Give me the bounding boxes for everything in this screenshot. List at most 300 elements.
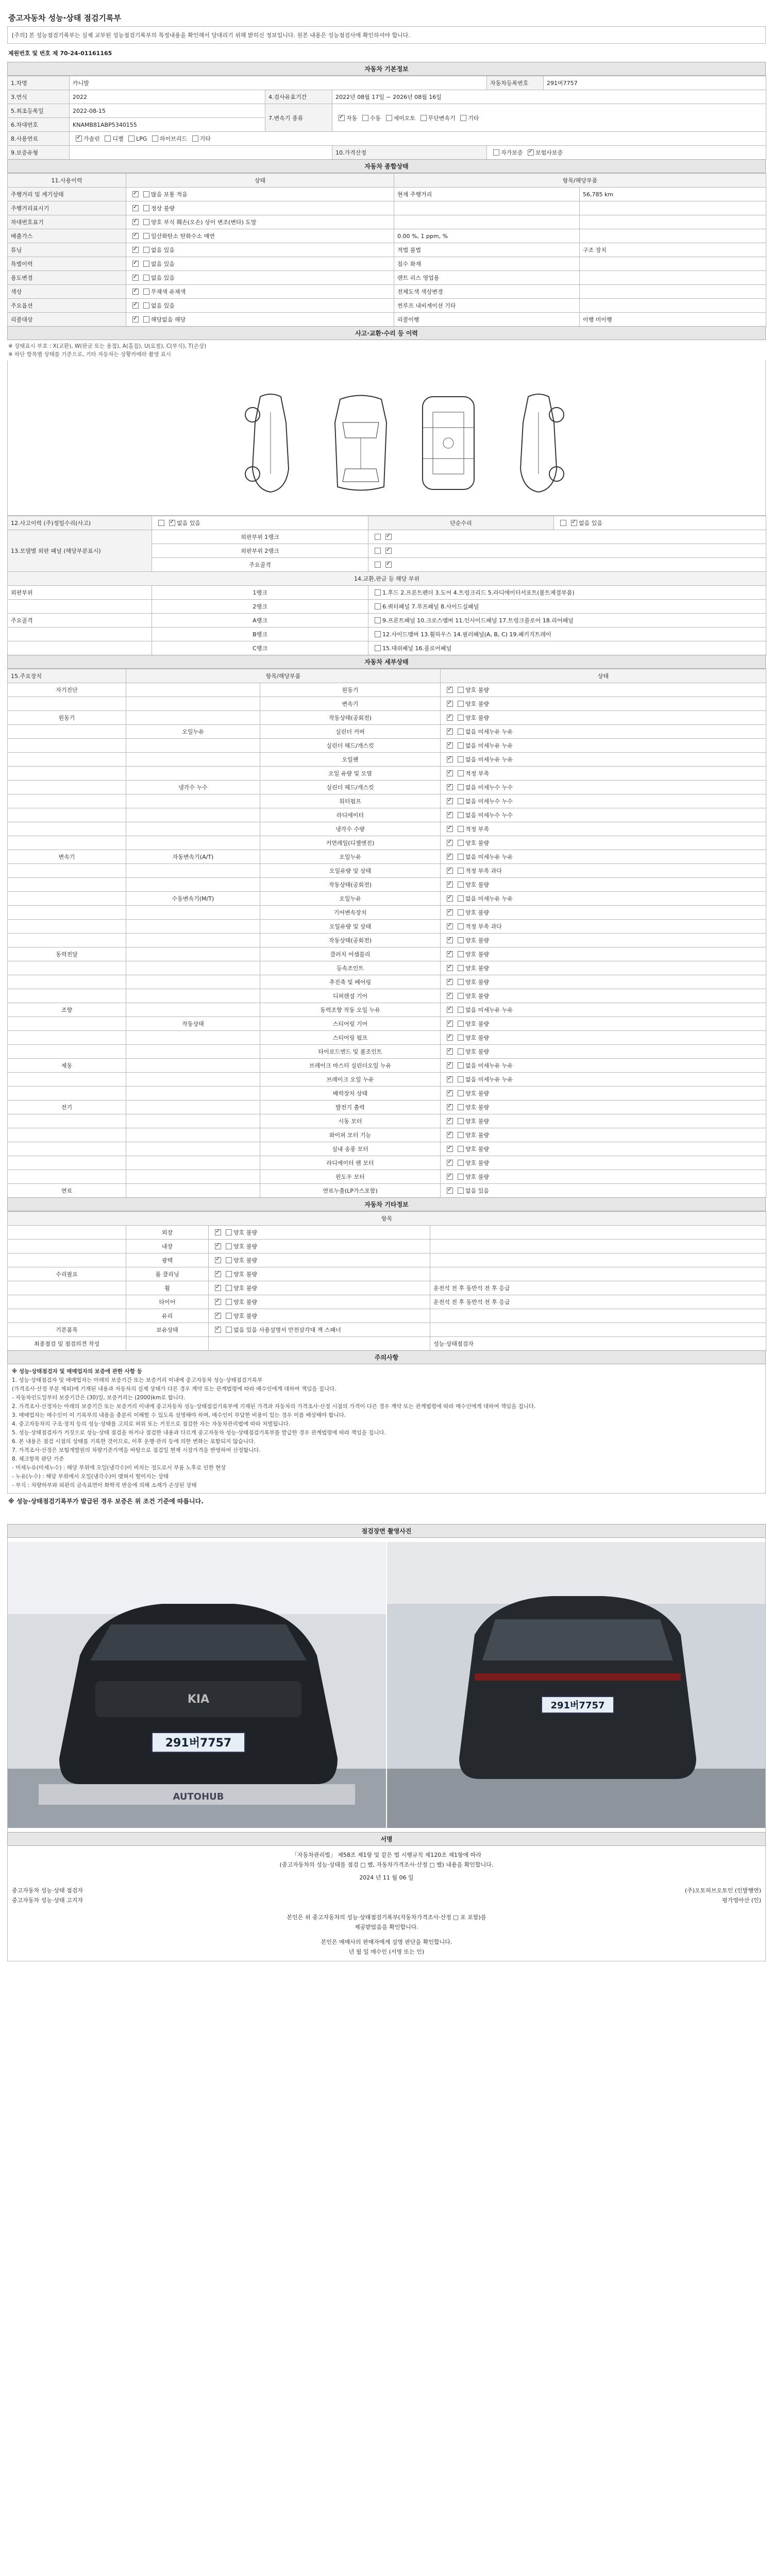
- detail-group: [8, 767, 126, 781]
- detail-state-checkbox[interactable]: [447, 687, 453, 693]
- detail-sub: [126, 1142, 260, 1156]
- other-extra: [430, 1309, 766, 1323]
- buyer-sign-line[interactable]: 년 월 일 매수인 (서명 또는 인): [348, 1948, 425, 1955]
- frame-a-checkbox[interactable]: [375, 562, 381, 568]
- overall-status-checkbox[interactable]: [132, 302, 139, 309]
- detail-row: [8, 697, 766, 711]
- parts-items-text: 9.프론트패널 10.크로스멤버 11.인사이드패널 17.트렁크플로어 18.리어패널: [382, 617, 574, 624]
- overall-row-label: 색상: [8, 285, 126, 299]
- detail-item: 오일누유: [260, 850, 441, 864]
- col-items: 항목/해당부품: [394, 174, 766, 188]
- detail-state-checkbox[interactable]: [447, 840, 453, 846]
- overall-row-status: [126, 257, 394, 271]
- overall-row-value: 0.00 %, 1 ppm, %: [394, 229, 580, 243]
- fuel-lpg-checkbox[interactable]: [128, 135, 135, 142]
- detail-state-checkbox[interactable]: [447, 1146, 453, 1152]
- other-state-checkbox[interactable]: [215, 1243, 221, 1249]
- detail-row: [8, 1087, 766, 1100]
- detail-state-checkbox[interactable]: [458, 979, 464, 985]
- caution-line: - 부식 : 차량하부와 외판의 금속표면이 화학적 반응에 의해 소재가 손상된 상태: [12, 1482, 197, 1488]
- detail-item: 디퍼렌셜 기어: [260, 989, 441, 1003]
- detail-item: 작동상태(공회전): [260, 711, 441, 725]
- detail-item: 시동 모터: [260, 1114, 441, 1128]
- detail-state-checkbox[interactable]: [447, 756, 453, 762]
- fuel-gasoline-checkbox[interactable]: [76, 135, 82, 142]
- overall-status-checkbox[interactable]: [143, 302, 149, 309]
- acc-opts-text: 없음 있음: [177, 520, 201, 527]
- reg-no: 291버7757: [544, 76, 766, 90]
- overall-status-checkbox[interactable]: [143, 316, 149, 323]
- detail-item: 변속기: [260, 697, 441, 711]
- detail-state-checkbox[interactable]: [458, 923, 464, 929]
- fuel-opt: 기타: [199, 135, 211, 142]
- detail-col-device: 15.주요장치: [8, 669, 126, 683]
- overall-row-label: 주행거리표시기: [8, 201, 126, 215]
- overall-status-checkbox[interactable]: [143, 191, 149, 197]
- overall-status-checkbox[interactable]: [132, 191, 139, 197]
- detail-state-text: 적정 부족: [465, 826, 490, 833]
- overall-status-checkbox[interactable]: [132, 247, 139, 253]
- other-state-checkbox[interactable]: [215, 1327, 221, 1333]
- detail-item: 실내 송풍 모터: [260, 1142, 441, 1156]
- detail-state: [441, 739, 766, 753]
- sign-line: (중고자동차의 성능·상태를 점검 □ 했, 자동차가격조사·산정 □ 했) 내용을 확인합니다.: [279, 1861, 494, 1868]
- detail-state-checkbox[interactable]: [447, 715, 453, 721]
- fuel-etc-checkbox[interactable]: [192, 135, 198, 142]
- inspector-label: 중고자동차 성능·상태 점검자: [12, 1887, 83, 1894]
- detail-state-text: 없음 미세누수 누수: [465, 784, 513, 791]
- other-extra: [430, 1253, 766, 1267]
- detail-state-checkbox[interactable]: [458, 937, 464, 943]
- trans-semi-checkbox[interactable]: [386, 115, 392, 121]
- overall-row-value: 전체도색 색상변경: [394, 285, 580, 299]
- detail-state: [441, 975, 766, 989]
- detail-state-checkbox[interactable]: [447, 965, 453, 971]
- overall-status-checkbox[interactable]: [143, 247, 149, 253]
- detail-state-checkbox[interactable]: [458, 1104, 464, 1110]
- overall-status-checkbox[interactable]: [132, 233, 139, 239]
- first-reg-label: 5.최초등록일: [8, 104, 70, 118]
- detail-sub: [126, 794, 260, 808]
- other-state-checkbox[interactable]: [215, 1229, 221, 1235]
- detail-row: [8, 1003, 766, 1017]
- overall-status-checkbox[interactable]: [143, 233, 149, 239]
- detail-group: [8, 906, 126, 920]
- detail-state-text: 적정 부족 과다: [465, 923, 502, 930]
- overall-status-checkbox[interactable]: [132, 261, 139, 267]
- parts-group: 외판부위: [8, 586, 152, 600]
- overall-status-checkbox[interactable]: [143, 261, 149, 267]
- fuel-diesel-checkbox[interactable]: [105, 135, 111, 142]
- detail-state-checkbox[interactable]: [458, 868, 464, 874]
- photo-row: [7, 1538, 766, 1833]
- other-row: [8, 1267, 766, 1281]
- detail-state-checkbox[interactable]: [447, 826, 453, 832]
- other-state: [209, 1240, 430, 1253]
- detail-state-checkbox[interactable]: [458, 1146, 464, 1152]
- overall-row-label: 리콜대상: [8, 313, 126, 327]
- repair-yes-checkbox[interactable]: [571, 520, 577, 526]
- detail-state-checkbox[interactable]: [458, 715, 464, 721]
- detail-sub: [126, 739, 260, 753]
- detail-row: [8, 1045, 766, 1059]
- other-row: [8, 1281, 766, 1295]
- detail-state-checkbox[interactable]: [458, 742, 464, 749]
- detail-state-checkbox[interactable]: [458, 728, 464, 735]
- other-group: [8, 1295, 126, 1309]
- detail-state-checkbox[interactable]: [458, 882, 464, 888]
- detail-state-checkbox[interactable]: [447, 728, 453, 735]
- detail-item: 작동상태(공회전): [260, 878, 441, 892]
- trans-options: [332, 104, 766, 132]
- detail-state-checkbox[interactable]: [458, 1062, 464, 1069]
- detail-state: [441, 836, 766, 850]
- detail-row: [8, 906, 766, 920]
- detail-row: [8, 1156, 766, 1170]
- detail-row: [8, 725, 766, 739]
- detail-state-checkbox[interactable]: [447, 1118, 453, 1124]
- acc-label: 12.사고이력 (주)정밀수리(사고): [8, 516, 152, 530]
- detail-state-checkbox[interactable]: [458, 756, 464, 762]
- section-other-info: 자동차 기타정보: [7, 1197, 766, 1211]
- caution-line: 2. 가격조사·산정자는 아래의 보증기간 또는 보증거리 이내에 중고자동차 성능·상태점검기록부에 기재된 가격과 자동차의 가격조사·산정 시점의 가격이 다른 경우 계약 또는 관계법령에 따라 매수인에게 대하여 책임을 집니다.: [12, 1403, 536, 1410]
- detail-row: [8, 1100, 766, 1114]
- document: [7, 10, 766, 1961]
- detail-row: [8, 892, 766, 906]
- detail-group: [8, 920, 126, 934]
- overall-status-checkbox[interactable]: [143, 205, 149, 211]
- detail-item: 추진축 및 베어링: [260, 975, 441, 989]
- detail-state-checkbox[interactable]: [447, 1007, 453, 1013]
- parts-label: 14.교환,판금 등 해당 부위: [8, 572, 766, 586]
- rank2-x-checkbox[interactable]: [375, 548, 381, 554]
- detail-sub: 오일누유: [126, 725, 260, 739]
- caution-line: 3. 매매업자는 매수인이 이 기록부의 내용을 충분히 이해할 수 있도록 설명해야 하며, 매수인이 부담한 비용이 있는 경우 이를 배상해야 합니다.: [12, 1412, 346, 1418]
- detail-state-checkbox[interactable]: [447, 1104, 453, 1110]
- detail-sub: [126, 989, 260, 1003]
- detail-state-checkbox[interactable]: [447, 854, 453, 860]
- detail-group: [8, 1156, 126, 1170]
- detail-state-checkbox[interactable]: [458, 1188, 464, 1194]
- detail-state-checkbox[interactable]: [447, 923, 453, 929]
- detail-state-checkbox[interactable]: [458, 1132, 464, 1138]
- detail-sub: [126, 920, 260, 934]
- detail-state-checkbox[interactable]: [447, 1188, 453, 1194]
- detail-state: [441, 1087, 766, 1100]
- detail-state-checkbox[interactable]: [447, 1160, 453, 1166]
- detail-state-checkbox[interactable]: [447, 895, 453, 902]
- other-state-text: 없음 있음 사용설명서 안전삼각대 잭 스패너: [233, 1327, 341, 1333]
- other-group: [8, 1240, 126, 1253]
- detail-state-text: 없음 미세누유 누유: [465, 1062, 513, 1069]
- car-side-right-icon: [497, 392, 580, 495]
- caution-line: (가격조사·산정 부분 제외)에 기재된 내용과 자동차의 실제 상태가 다른 경우 계약 또는 관계법령에 따라 매수인에게 대하여 책임을 집니다.: [12, 1386, 337, 1392]
- detail-state-checkbox[interactable]: [458, 798, 464, 804]
- detail-state: [441, 781, 766, 794]
- parts-row: [8, 586, 766, 600]
- overall-status-checkbox[interactable]: [132, 275, 139, 281]
- section-overall-status: 자동차 종합상태: [7, 159, 766, 173]
- repair-options: [554, 516, 766, 530]
- detail-state-checkbox[interactable]: [458, 1090, 464, 1096]
- other-item: 룸 클리닝: [126, 1267, 209, 1281]
- overall-row: [8, 188, 766, 201]
- other-state-checkbox[interactable]: [215, 1257, 221, 1263]
- detail-state: [441, 850, 766, 864]
- other-state-checkbox[interactable]: [226, 1285, 232, 1291]
- detail-state-checkbox[interactable]: [447, 798, 453, 804]
- trans-etc-checkbox[interactable]: [460, 115, 466, 121]
- fuel-hybrid-checkbox[interactable]: [152, 135, 158, 142]
- detail-group: [8, 1087, 126, 1100]
- front-photo: [8, 1542, 386, 1828]
- other-item: 유리: [126, 1309, 209, 1323]
- rank2-w-checkbox[interactable]: [385, 548, 392, 554]
- detail-state-checkbox[interactable]: [458, 1174, 464, 1180]
- other-state-checkbox[interactable]: [215, 1285, 221, 1291]
- detail-state-checkbox[interactable]: [458, 784, 464, 790]
- detail-state-checkbox[interactable]: [447, 742, 453, 749]
- trans-opt: 무단변속기: [428, 114, 456, 122]
- detail-item: 오일누유: [260, 892, 441, 906]
- trans-manual-checkbox[interactable]: [362, 115, 368, 121]
- detail-state-text: 없음 미세누수 누수: [465, 812, 513, 819]
- overall-row: [8, 313, 766, 327]
- detail-state-checkbox[interactable]: [447, 937, 453, 943]
- detail-state-checkbox[interactable]: [447, 868, 453, 874]
- appraiser-label: 중고자동차 성능·상태 고지자: [12, 1897, 83, 1904]
- detail-state-checkbox[interactable]: [458, 701, 464, 707]
- detail-item: 브레이크 오일 누유: [260, 1073, 441, 1087]
- detail-state-checkbox[interactable]: [447, 1076, 453, 1082]
- overall-row-status: [126, 201, 394, 215]
- detail-item: 오일팬: [260, 753, 441, 767]
- detail-item: 냉각수 수량: [260, 822, 441, 836]
- detail-group: [8, 892, 126, 906]
- detail-state-text: 양호 불량: [465, 1118, 490, 1125]
- other-extra: [430, 1240, 766, 1253]
- parts-checkbox[interactable]: [375, 617, 381, 623]
- other-table: [7, 1211, 766, 1351]
- other-state-text: 양호 불량: [233, 1285, 258, 1292]
- overall-row-status: [126, 243, 394, 257]
- parts-checkbox[interactable]: [375, 603, 381, 609]
- detail-state-text: 양호 불량: [465, 701, 490, 707]
- detail-state-checkbox[interactable]: [447, 1062, 453, 1069]
- rank2-opts: [368, 544, 766, 558]
- detail-row: [8, 1184, 766, 1198]
- acc-none-checkbox[interactable]: [158, 520, 164, 526]
- detail-state-checkbox[interactable]: [458, 965, 464, 971]
- car-front-photo-image: [8, 1542, 386, 1828]
- detail-state: [441, 864, 766, 878]
- detail-state-checkbox[interactable]: [458, 1021, 464, 1027]
- detail-state-checkbox[interactable]: [447, 784, 453, 790]
- detail-row: [8, 934, 766, 947]
- caution-title: ※ 성능·상태점검자 및 매매업자의 보증에 관한 사항 등: [12, 1368, 142, 1375]
- detail-state: [441, 947, 766, 961]
- other-state-checkbox[interactable]: [226, 1299, 232, 1305]
- detail-state-checkbox[interactable]: [458, 1118, 464, 1124]
- acc-yes-checkbox[interactable]: [169, 520, 175, 526]
- overall-row-value: 썬루프 내비게이션 기타: [394, 299, 580, 313]
- detail-state-checkbox[interactable]: [447, 701, 453, 707]
- detail-state-checkbox[interactable]: [447, 1048, 453, 1055]
- detail-state-checkbox[interactable]: [447, 909, 453, 916]
- parts-group: [8, 628, 152, 641]
- detail-group: 원동기: [8, 711, 126, 725]
- detail-state-checkbox[interactable]: [458, 1007, 464, 1013]
- other-state-checkbox[interactable]: [215, 1271, 221, 1277]
- overall-status-checkbox[interactable]: [143, 289, 149, 295]
- detail-state-checkbox[interactable]: [458, 993, 464, 999]
- detail-item: 브레이크 마스터 실린더오일 누유: [260, 1059, 441, 1073]
- detail-group: 동력전달: [8, 947, 126, 961]
- detail-state-checkbox[interactable]: [458, 854, 464, 860]
- trans-cvt-checkbox[interactable]: [421, 115, 427, 121]
- fuel-opt: 하이브리드: [159, 135, 188, 142]
- other-state-checkbox[interactable]: [226, 1243, 232, 1249]
- detail-state-checkbox[interactable]: [458, 826, 464, 832]
- detail-row: [8, 808, 766, 822]
- detail-group: [8, 878, 126, 892]
- overall-opts: 무채색 유채색: [151, 289, 186, 295]
- detail-state-checkbox[interactable]: [458, 770, 464, 776]
- other-state-checkbox[interactable]: [226, 1257, 232, 1263]
- detail-sub: [126, 1184, 260, 1198]
- col-status: 상태: [126, 174, 394, 188]
- detail-state: [441, 1059, 766, 1073]
- detail-state-text: 양호 불량: [465, 979, 490, 986]
- other-group: 기본품목: [8, 1323, 126, 1337]
- rank1-w-checkbox[interactable]: [385, 534, 392, 540]
- rank1-x-checkbox[interactable]: [375, 534, 381, 540]
- detail-state-checkbox[interactable]: [447, 1090, 453, 1096]
- trans-opt: 세미오토: [393, 114, 416, 122]
- detail-state-checkbox[interactable]: [447, 882, 453, 888]
- detail-sub: [126, 1100, 260, 1114]
- overall-opts: 없음 있음: [151, 261, 175, 267]
- warranty-self-checkbox[interactable]: [493, 149, 499, 156]
- overall-status-checkbox[interactable]: [132, 289, 139, 295]
- detail-state-checkbox[interactable]: [458, 840, 464, 846]
- detail-group: 변속기: [8, 850, 126, 864]
- detail-sub: [126, 947, 260, 961]
- overall-status-table: [7, 173, 766, 327]
- overall-row-status: [126, 229, 394, 243]
- detail-state: [441, 1073, 766, 1087]
- detail-state-checkbox[interactable]: [447, 1021, 453, 1027]
- caution-line: 8. 체크항목 판단 기준: [12, 1456, 64, 1462]
- parts-checkbox[interactable]: [375, 645, 381, 651]
- detail-group: [8, 1017, 126, 1031]
- overall-status-checkbox[interactable]: [132, 316, 139, 323]
- detail-state-checkbox[interactable]: [447, 1035, 453, 1041]
- other-state-checkbox[interactable]: [226, 1271, 232, 1277]
- detail-item: 실린더 헤드/개스킷: [260, 781, 441, 794]
- other-row: [8, 1309, 766, 1323]
- trans-label: 7.변속기 종류: [265, 104, 332, 132]
- detail-state-text: 양호 불량: [465, 1021, 490, 1027]
- other-group: [8, 1226, 126, 1240]
- detail-state-checkbox[interactable]: [458, 687, 464, 693]
- detail-state-text: 양호 불량: [465, 1035, 490, 1041]
- detail-state-checkbox[interactable]: [458, 909, 464, 916]
- trans-auto-checkbox[interactable]: [339, 115, 345, 121]
- overall-status-checkbox[interactable]: [143, 275, 149, 281]
- detail-state-checkbox[interactable]: [458, 951, 464, 957]
- other-state-checkbox[interactable]: [215, 1299, 221, 1305]
- detail-state-text: 양호 불량: [465, 909, 490, 916]
- rank1-label: 외판부위 1랭크: [152, 530, 368, 544]
- detail-group: [8, 934, 126, 947]
- caution-line: - 미세누유(미세누수) : 해당 부위에 오일(냉각수)이 비치는 정도로서 부품 노후로 인한 현상: [12, 1465, 226, 1471]
- overall-status-checkbox[interactable]: [143, 219, 149, 225]
- detail-state-text: 양호 불량: [465, 937, 490, 944]
- repair-none-checkbox[interactable]: [560, 520, 566, 526]
- detail-sub: 냉각수 누수: [126, 781, 260, 794]
- rear-photo: [387, 1542, 765, 1828]
- overall-opts: 없음 있음: [151, 275, 175, 281]
- other-extra: 운전석 전 후 동반석 전 후 응급: [430, 1295, 766, 1309]
- other-row: [8, 1337, 766, 1351]
- detail-state-checkbox[interactable]: [447, 993, 453, 999]
- detail-state-checkbox[interactable]: [458, 1076, 464, 1082]
- detail-sub: [126, 961, 260, 975]
- detail-state-text: 양호 불량: [465, 1146, 490, 1153]
- detail-state: [441, 906, 766, 920]
- detail-state-checkbox[interactable]: [447, 770, 453, 776]
- fuel-options: [70, 132, 766, 146]
- warranty-insurer-checkbox[interactable]: [528, 149, 534, 156]
- detail-state-text: 없음 미세누유 누유: [465, 1007, 513, 1013]
- detail-state-checkbox[interactable]: [447, 1132, 453, 1138]
- parts-checkbox[interactable]: [375, 631, 381, 637]
- detail-state-checkbox[interactable]: [458, 1160, 464, 1166]
- detail-state-checkbox[interactable]: [447, 979, 453, 985]
- parts-items-text: 6.쿼터패널 7.루프패널 8.사이드실패널: [382, 603, 479, 610]
- repair-opts-text: 없음 있음: [579, 520, 603, 527]
- detail-state-checkbox[interactable]: [458, 1035, 464, 1041]
- other-state-checkbox[interactable]: [226, 1229, 232, 1235]
- parts-items-text: 15.대쉬패널 16.플로어패널: [382, 645, 452, 652]
- overall-status-checkbox[interactable]: [132, 219, 139, 225]
- overall-opts: 일산화탄소 탄화수소 매연: [151, 233, 215, 240]
- detail-state-checkbox[interactable]: [447, 812, 453, 818]
- parts-checkbox[interactable]: [375, 589, 381, 596]
- other-state-checkbox[interactable]: [215, 1313, 221, 1319]
- detail-state: [441, 753, 766, 767]
- overall-status-checkbox[interactable]: [132, 205, 139, 211]
- frame-b-checkbox[interactable]: [385, 562, 392, 568]
- detail-state-text: 양호 불량: [465, 1104, 490, 1111]
- other-extra: [430, 1267, 766, 1281]
- detail-state-checkbox[interactable]: [447, 1174, 453, 1180]
- section-accident-history: 사고·교환·수리 등 이력: [7, 326, 766, 340]
- other-state-checkbox[interactable]: [226, 1313, 232, 1319]
- detail-row: [8, 920, 766, 934]
- overall-row: [8, 215, 766, 229]
- detail-state-checkbox[interactable]: [447, 951, 453, 957]
- detail-state-checkbox[interactable]: [458, 812, 464, 818]
- detail-item: 오일 유량 및 오염: [260, 767, 441, 781]
- other-state-checkbox[interactable]: [226, 1327, 232, 1333]
- detail-group: 연료: [8, 1184, 126, 1198]
- detail-state-checkbox[interactable]: [458, 895, 464, 902]
- overall-row-value2: [580, 271, 766, 285]
- detail-group: 조향: [8, 1003, 126, 1017]
- detail-state-checkbox[interactable]: [458, 1048, 464, 1055]
